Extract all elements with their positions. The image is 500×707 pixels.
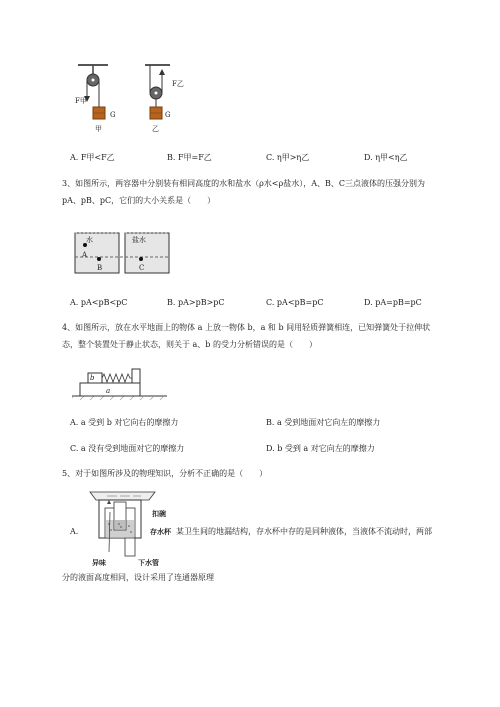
q3-stem-line2: pA、pB、pC，它们的大小关系是（ ） — [62, 196, 216, 205]
label-smell: 异味 — [92, 559, 106, 567]
label-point-c: C — [139, 264, 145, 272]
label-yi: 乙 — [152, 125, 159, 133]
q2-option-a: A. F甲<F乙 — [70, 153, 115, 162]
label-f-jia: F甲 — [75, 97, 87, 105]
q2-option-b: B. F甲=F乙 — [167, 153, 212, 162]
q3-option-b: B. pA>pB>pC — [167, 298, 225, 307]
q4-option-a: A. a 受到 b 对它向右的摩擦力 — [70, 418, 179, 427]
label-block-a: a — [106, 387, 111, 395]
label-cover: 扣碗 — [152, 510, 166, 518]
label-g-1: G — [110, 111, 116, 119]
label-f-yi: F乙 — [172, 80, 184, 88]
floor-drain-figure — [85, 490, 165, 558]
q5-option-a-line1: 某卫生间的地漏结构，存水杯中存的是同种液体，当液体不流动时，两部 — [176, 527, 432, 536]
q5-option-a-line2: 分的液面高度相同，设计采用了连通器原理 — [62, 573, 214, 582]
q4-stem-line2: 态，整个装置处于静止状态，则关于 a、b 的受力分析错误的是（ ） — [62, 340, 317, 349]
q4-stem-line1: 4、如图所示，放在水平地面上的物体 a 上放一物体 b，a 和 b 间用轻质弹簧相连，已知弹簧处于拉伸状 — [62, 323, 431, 332]
label-water-cup: 存水杯 — [150, 528, 171, 536]
containers-figure — [73, 225, 173, 277]
q3-option-d: D. pA=pB=pC — [364, 298, 422, 307]
q3-stem-line1: 3、如图所示，两容器中分别装有相同高度的水和盐水（ρ水<ρ盐水），A、B、C三点液体的压强分别为 — [62, 179, 425, 188]
label-water: 水 — [86, 236, 93, 244]
label-point-b: B — [97, 264, 103, 272]
q3-option-c: C. pA<pB=pC — [266, 298, 324, 307]
q4-option-c: C. a 没有受到地面对它的摩擦力 — [70, 444, 185, 453]
label-jia: 甲 — [95, 125, 102, 133]
spring-figure — [72, 365, 167, 400]
q4-option-b: B. a 受到地面对它向左的摩擦力 — [266, 418, 381, 427]
q5-option-a-label: A. — [70, 527, 79, 536]
label-g-2: G — [165, 111, 171, 119]
label-drain-pipe: 下水管 — [138, 559, 159, 567]
q5-stem: 5、对于如图所涉及的物理知识，分析不正确的是（ ） — [62, 469, 268, 478]
pulley-figure — [70, 62, 200, 142]
label-salt-water: 盐水 — [132, 236, 146, 244]
q2-option-c: C. η甲>η乙 — [266, 153, 310, 162]
q3-option-a: A. pA<pB<pC — [70, 298, 128, 307]
label-block-b: b — [90, 374, 95, 382]
label-point-a: A — [82, 251, 88, 259]
q2-option-d: D. η甲<η乙 — [364, 153, 408, 162]
q4-option-d: D. b 受到 a 对它向左的摩擦力 — [266, 444, 375, 453]
